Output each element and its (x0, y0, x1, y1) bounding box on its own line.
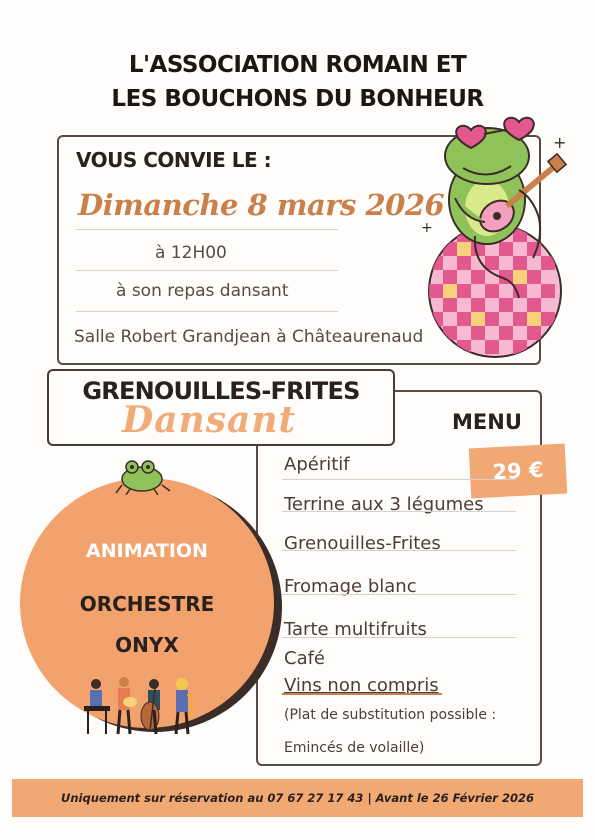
menu-title: MENU (452, 410, 522, 434)
menu-substitution-note: (Plat de substitution possible : (284, 707, 497, 723)
underline (282, 693, 442, 695)
association-title-line2: LES BOUCHONS DU BONHEUR (111, 86, 484, 112)
divider (282, 479, 516, 480)
menu-item: Fromage blanc (284, 576, 417, 597)
frog-disco-ball-illustration (415, 108, 575, 358)
event-title: GRENOUILLES-FRITES (82, 377, 360, 405)
divider (76, 311, 338, 312)
divider (76, 229, 338, 230)
svg-text:+: + (421, 220, 433, 236)
small-frog-icon (112, 455, 176, 495)
menu-substitution-dish: Emincés de volaille) (284, 740, 425, 756)
divider (282, 594, 516, 595)
event-description: à son repas dansant (116, 281, 289, 301)
event-subtitle: Dansant (122, 399, 297, 441)
event-date: Dimanche 8 mars 2026 (78, 188, 445, 222)
invitation-heading: VOUS CONVIE LE : (76, 148, 272, 172)
reservation-text: Uniquement sur réservation au 07 67 27 17 43 | Avant le 26 Février 2026 (61, 791, 534, 805)
price-badge (469, 444, 567, 499)
reservation-footer (12, 779, 583, 817)
orchestra-name: ONYX (115, 633, 179, 657)
association-title-line1: L'ASSOCIATION ROMAIN ET (128, 52, 467, 78)
menu-item: Terrine aux 3 légumes (284, 494, 484, 515)
divider (282, 637, 516, 638)
divider (282, 511, 516, 512)
menu-item: Grenouilles-Frites (284, 533, 441, 554)
menu-item: Café (284, 648, 326, 669)
divider (282, 550, 516, 551)
price-value: 29 € (491, 457, 545, 485)
animation-label: ANIMATION (86, 540, 208, 562)
band-illustration (84, 672, 200, 738)
event-time: à 12H00 (155, 243, 227, 263)
menu-item: Tarte multifruits (284, 619, 427, 640)
menu-item-wine-note: Vins non compris (284, 675, 439, 696)
orchestra-label: ORCHESTRE (79, 592, 215, 616)
svg-text:+: + (553, 133, 567, 152)
menu-item: Apéritif (284, 454, 350, 475)
event-venue: Salle Robert Grandjean à Châteaurenaud (74, 327, 424, 347)
divider (76, 270, 338, 271)
